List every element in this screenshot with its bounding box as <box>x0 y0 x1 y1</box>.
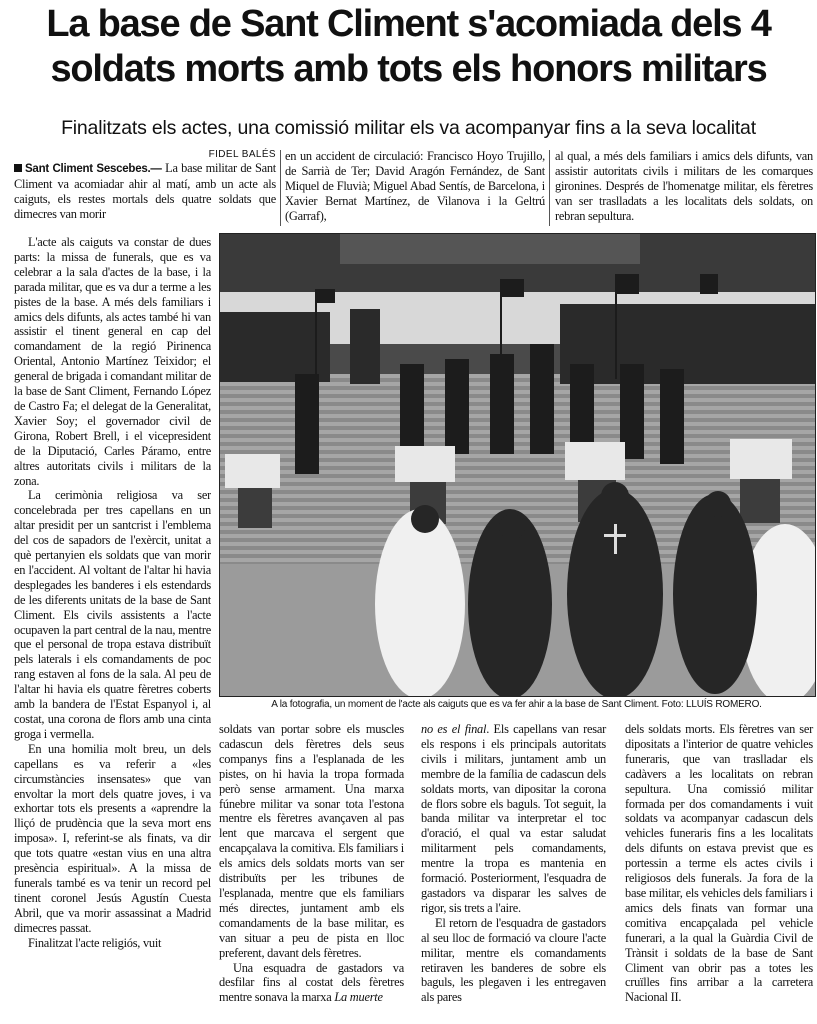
subheadline: Finalitzats els actes, una comissió militar els va acompanyar fins a la seva localitat <box>61 117 756 139</box>
lead-column-2 <box>285 149 545 224</box>
byline: FIDEL BALÉS <box>208 149 276 160</box>
lead-column-1 <box>14 148 276 222</box>
dateline: Sant Climent Sescebes.— <box>25 163 162 175</box>
body-column-4 <box>625 722 813 1005</box>
paragraph: En una homilia molt breu, un dels capellans es va referir a «les circumstàncies insensates» que van envoltar la mort dels quatre joves, i va exhortar tots els presents a «aprendre la lliçó de prudència que la seva mort ens imposa». I, referint-se als finats, va dir que tots quatre «estan vius en una altra presència espiritual». A la missa de funerals també es va tenir un record pel tinent coronel Jesús Agustín Cuesta Abril, que va morir assassinat a Madrid dimecres passat. <box>14 741 211 935</box>
column-rule <box>549 150 550 226</box>
paragraph <box>219 961 404 1006</box>
paragraph: Finalitzat l'acte religiós, vuit <box>28 935 162 950</box>
paragraph-text: Una esquadra de gastadors va desfilar fins al costat dels fèretres mentre sonava la marxa <box>219 960 404 1005</box>
paragraph: L'acte als caiguts va constar de dues parts: la missa de funerals, que es va celebrar a la sala d'actes de la base, i la parada militar, que es va dur a terme a les pistes de la base. A més dels familiars i amics dels difunts, als actes també hi van assistir el tinent general en cap del comandament de la regió Pirinenca Oriental, Antonio Martínez Teixidor; el general de brigada i comandant militar de la base de Sant Climent, Fernando López de Castro Fa; el delegat de la Generalitat, Xavier Soy; el governador civil de Girona, Robert Brell, i el vicepresident de la Diputació, Carles Páramo, entre altres autoritats civils i militars de la zona. <box>14 235 211 488</box>
paragraph <box>421 722 606 916</box>
march-title-continued: no es el final <box>421 722 487 736</box>
paragraph: dels soldats morts. Els fèretres van ser dipositats a l'interior de quatre vehicles funeraris, que van traslladar els cadàvers a les localitats on rebran sepultura. Una comissió militar formada per dos comandaments i vuit soldats va acompanyar cadascun dels vehicles funeraris fins a les localitats dels difunts on estava previst que es portessin a terme els actes civils i religiosos dels funerals. Ja fora de la base militar, els vehicles dels familiars i amics dels finats van formar una comitiva encapçalada pel vehicle funerari, a la qual la Guàrdia Civil de Trànsit i soldats de la base de Sant Climent van obrir pas a totes les cruïlles fins arribar a la carretera Nacional II. <box>625 722 813 1005</box>
bullet-square-icon <box>14 164 22 172</box>
paragraph: El retorn de l'esquadra de gastadors al seu lloc de formació va cloure l'acte militar, mentre els comandaments retiraven les banderes de sobre els baguls, les plegaven i les entregaven als pares <box>421 915 606 1005</box>
headline: La base de Sant Climent s'acomiada dels 4 soldats morts amb tots els honors militars <box>46 3 771 90</box>
lead-text-2: en un accident de circulació: Francisco Hoyo Trujillo, de Sarrià de Ter; David Aragón Fernández, de Sant Miquel de Fluvià; Miguel Abad Sentís, de Barcelona, i Xavier Bernat Martínez, de Vilanova i la Geltrú (Garraf), <box>285 149 545 223</box>
lead-text-1: La base militar de Sant Climent va acomiadar ahir al matí, amb un acte als caiguts, els restes mortals dels quatre soldats que dimecres van morir <box>14 161 276 221</box>
paragraph-text: . Els capellans van resar els respons i els principals autoritats civils i militars, juntament amb un membre de la família de cadascun dels soldats morts, van dipositar la corona de flors sobre els baguls. Tot seguit, la banda militar va interpretar el toc d'oració, el qual va estar saludat militarment pels comandaments, mentre la tropa es mantenia en formació. Posteriorment, l'esquadra de gastadors va disparar les salves de rigor, sis trets a l'aire. <box>421 722 606 915</box>
lead-column-3 <box>555 149 813 224</box>
column-rule <box>280 150 281 226</box>
lead-paragraph <box>14 161 276 222</box>
march-title: La muerte <box>334 990 383 1005</box>
paragraph: soldats van portar sobre els muscles cadascun dels fèretres dels seus companys fins a l'esplanada de les pistes, on hi havia la tropa formada però sense armament. Una marxa fúnebre militar va sonar tota l'estona mentre els fèretres avançaven al pas lent que marcava el sergent que encapçalava la comitiva. Els familiars i els amics dels soldats morts van ser distribuïts per les tribunes de l'esplanada, mentre que els familiars més directes, juntament amb els comandaments de la base militar, es van situar a peu de pista en lloc preferent, davant dels fèretres. <box>219 722 404 960</box>
news-photo <box>219 233 816 697</box>
body-column-2 <box>219 722 404 1005</box>
body-column-1 <box>14 235 211 1020</box>
body-column-3 <box>421 722 606 1005</box>
paragraph: La cerimònia religiosa va ser concelebrada per tres capellans en un altar presidit per un santcrist i l'emblema del cos de sapadors de l'exèrcit, unitat a què pertanyien els soldats que van morir en l'accident. Al voltant de l'altar hi havia desplegades les banderes i els estendards de les diferents unitats de la base de Sant Climent. Els civils assistents a l'acte ocupaven la part central de la nau, mentre que el personal de tropa estava distribuït pels laterals i els comandaments de poc rang estaven al fons de la sala. Al peu de l'altar hi havia els quatre fèretres coberts amb la bandera de l'Estat Espanyol i, al costat, una corona de flors amb una cinta groga i vermella. <box>14 488 211 741</box>
lead-text-3: al qual, a més dels familiars i amics dels difunts, van assistir autoritats civils i militars de les comarques gironines. Després de l'homenatge militar, els fèretres van ser traslladats a les localitats dels soldats, on rebran sepultura. <box>555 149 813 223</box>
photo-caption: A la fotografia, un moment de l'acte als caiguts que es va fer ahir a la base de Sant Climent. Foto: LLUÍS ROMERO. <box>271 699 762 710</box>
ceremony-photo-image <box>220 234 815 696</box>
